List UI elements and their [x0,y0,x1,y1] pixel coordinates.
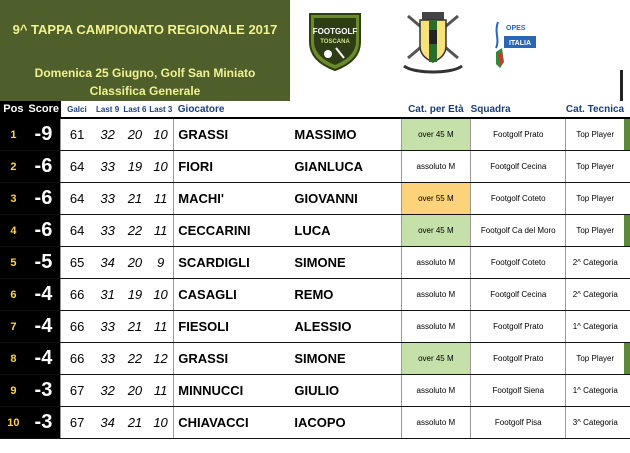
table-row [0,279,630,311]
row-score: -6 [27,151,61,183]
row-technical-category: 2^ Categoria [566,247,624,279]
opes-italia-logo [492,12,538,70]
row-surname: CHIAVACCI [174,407,291,439]
row-first-name: IACOPO [290,407,401,439]
row-last3: 12 [148,343,174,375]
row-age-category: assoluto M [401,311,471,343]
row-technical-category: 1^ Categoria [566,375,624,407]
row-age-category: assoluto M [401,407,471,439]
row-first-name: ALESSIO [290,311,401,343]
row-edge-marker [624,343,630,375]
row-last3: 10 [148,407,174,439]
row-age-category: assoluto M [401,279,471,311]
row-score: -4 [27,311,61,343]
row-last3: 11 [148,183,174,215]
row-surname: GRASSI [174,343,291,375]
row-technical-category: Top Player [566,183,624,215]
row-position: 3 [0,183,27,215]
row-last9: 34 [93,407,122,439]
row-first-name: GIOVANNI [290,183,401,215]
row-team: Footgolf Coteto [471,183,566,215]
table-row [0,407,630,439]
event-banner [0,0,290,101]
row-age-category: assoluto M [401,247,471,279]
row-last6: 22 [122,215,148,247]
row-galci: 64 [61,215,94,247]
svg-text:TOSCANA: TOSCANA [320,39,350,45]
row-position: 2 [0,151,27,183]
row-technical-category: Top Player [566,118,624,151]
row-technical-category: 2^ Categoria [566,279,624,311]
row-score: -4 [27,279,61,311]
ranking-table [0,101,630,439]
row-score: -3 [27,407,61,439]
row-age-category: over 45 M [401,118,471,151]
row-last9: 33 [93,311,122,343]
row-age-category: over 55 M [401,183,471,215]
row-last6: 20 [122,375,148,407]
event-subtitle: Domenica 25 Giugno, Golf San Miniato [34,66,256,80]
row-galci: 67 [61,375,94,407]
header-cat-tecnica: Cat. Tecnica [566,101,624,118]
header-cat-eta: Cat. per Età [401,101,471,118]
row-first-name: SIMONE [290,343,401,375]
row-first-name: REMO [290,279,401,311]
row-last6: 20 [122,247,148,279]
row-galci: 64 [61,183,94,215]
svg-text:FOOTGOLF: FOOTGOLF [312,27,358,36]
row-position: 1 [0,118,27,151]
row-first-name: GIANLUCA [290,151,401,183]
row-team: Footgolf Prato [471,311,566,343]
row-technical-category: Top Player [566,343,624,375]
event-title: 9^ TAPPA CAMPIONATO REGIONALE 2017 [12,22,278,37]
row-position: 10 [0,407,27,439]
table-row [0,311,630,343]
table-row [0,118,630,151]
row-last6: 19 [122,279,148,311]
row-score: -5 [27,247,61,279]
row-surname: CECCARINI [174,215,291,247]
row-last9: 33 [93,343,122,375]
table-row [0,247,630,279]
row-edge-marker [624,183,630,215]
row-edge-marker [624,118,630,151]
row-last9: 32 [93,118,122,151]
row-galci: 66 [61,311,94,343]
row-position: 4 [0,215,27,247]
svg-text:OPES: OPES [506,25,526,32]
row-galci: 64 [61,151,94,183]
row-technical-category: Top Player [566,215,624,247]
row-edge-marker [624,375,630,407]
row-galci: 66 [61,343,94,375]
table-row [0,183,630,215]
row-edge-marker [624,215,630,247]
header-giocatore: Giocatore [174,101,291,118]
header-last9: Last 9 [93,101,122,118]
row-last9: 33 [93,183,122,215]
row-position: 6 [0,279,27,311]
golf-club-crest-logo [398,8,468,76]
row-last9: 34 [93,247,122,279]
row-age-category: assoluto M [401,375,471,407]
table-row [0,343,630,375]
row-position: 7 [0,311,27,343]
header-score: Score [27,101,61,118]
row-last3: 11 [148,375,174,407]
row-technical-category: 3^ Categoria [566,407,624,439]
row-score: -6 [27,183,61,215]
row-edge-marker [624,151,630,183]
row-team: Footgolf Siena [471,375,566,407]
row-last3: 9 [148,247,174,279]
header-last3: Last 3 [148,101,174,118]
row-galci: 65 [61,247,94,279]
row-first-name: MASSIMO [290,118,401,151]
row-last6: 20 [122,118,148,151]
row-team: Footgolf Prato [471,343,566,375]
row-team: Footgolf Coteto [471,247,566,279]
row-last6: 21 [122,407,148,439]
row-score: -6 [27,215,61,247]
row-age-category: assoluto M [401,151,471,183]
row-last3: 11 [148,311,174,343]
row-age-category: over 45 M [401,215,471,247]
row-technical-category: 1^ Categoria [566,311,624,343]
header-squadra: Squadra [471,101,566,118]
row-galci: 67 [61,407,94,439]
row-first-name: GIULIO [290,375,401,407]
row-surname: FIORI [174,151,291,183]
row-galci: 61 [61,118,94,151]
row-last9: 31 [93,279,122,311]
row-first-name: LUCA [290,215,401,247]
row-score: -4 [27,343,61,375]
row-surname: MACHI' [174,183,291,215]
row-last6: 19 [122,151,148,183]
row-technical-category: Top Player [566,151,624,183]
row-position: 9 [0,375,27,407]
row-last3: 11 [148,215,174,247]
row-last6: 22 [122,343,148,375]
table-row [0,151,630,183]
table-row [0,215,630,247]
header-last6: Last 6 [122,101,148,118]
row-position: 8 [0,343,27,375]
row-last3: 10 [148,151,174,183]
row-last3: 10 [148,279,174,311]
row-team: Footgolf Ca del Moro [471,215,566,247]
row-surname: SCARDIGLI [174,247,291,279]
row-age-category: over 45 M [401,343,471,375]
table-row [0,375,630,407]
header-pos: Pos [0,101,27,118]
row-last9: 33 [93,151,122,183]
row-last9: 32 [93,375,122,407]
row-team: Footgolf Pisa [471,407,566,439]
footgolf-toscana-logo [306,12,364,72]
svg-text:ITALIA: ITALIA [508,40,532,47]
row-edge-marker [624,407,630,439]
row-score: -3 [27,375,61,407]
row-galci: 66 [61,279,94,311]
row-team: Footgolf Cecina [471,151,566,183]
row-surname: GRASSI [174,118,291,151]
header-row [0,101,630,118]
row-team: Footgolf Prato [471,118,566,151]
row-last9: 33 [93,215,122,247]
row-last3: 10 [148,118,174,151]
row-edge-marker [624,311,630,343]
row-surname: FIESOLI [174,311,291,343]
row-score: -9 [27,118,61,151]
row-edge-marker [624,247,630,279]
row-surname: MINNUCCI [174,375,291,407]
row-position: 5 [0,247,27,279]
ranking-title: Classifica Generale [89,84,201,98]
row-team: Footgolf Cecina [471,279,566,311]
row-surname: CASAGLI [174,279,291,311]
row-edge-marker [624,279,630,311]
row-last6: 21 [122,311,148,343]
header-galci: Galci [61,101,94,118]
row-last6: 21 [122,183,148,215]
row-first-name: SIMONE [290,247,401,279]
